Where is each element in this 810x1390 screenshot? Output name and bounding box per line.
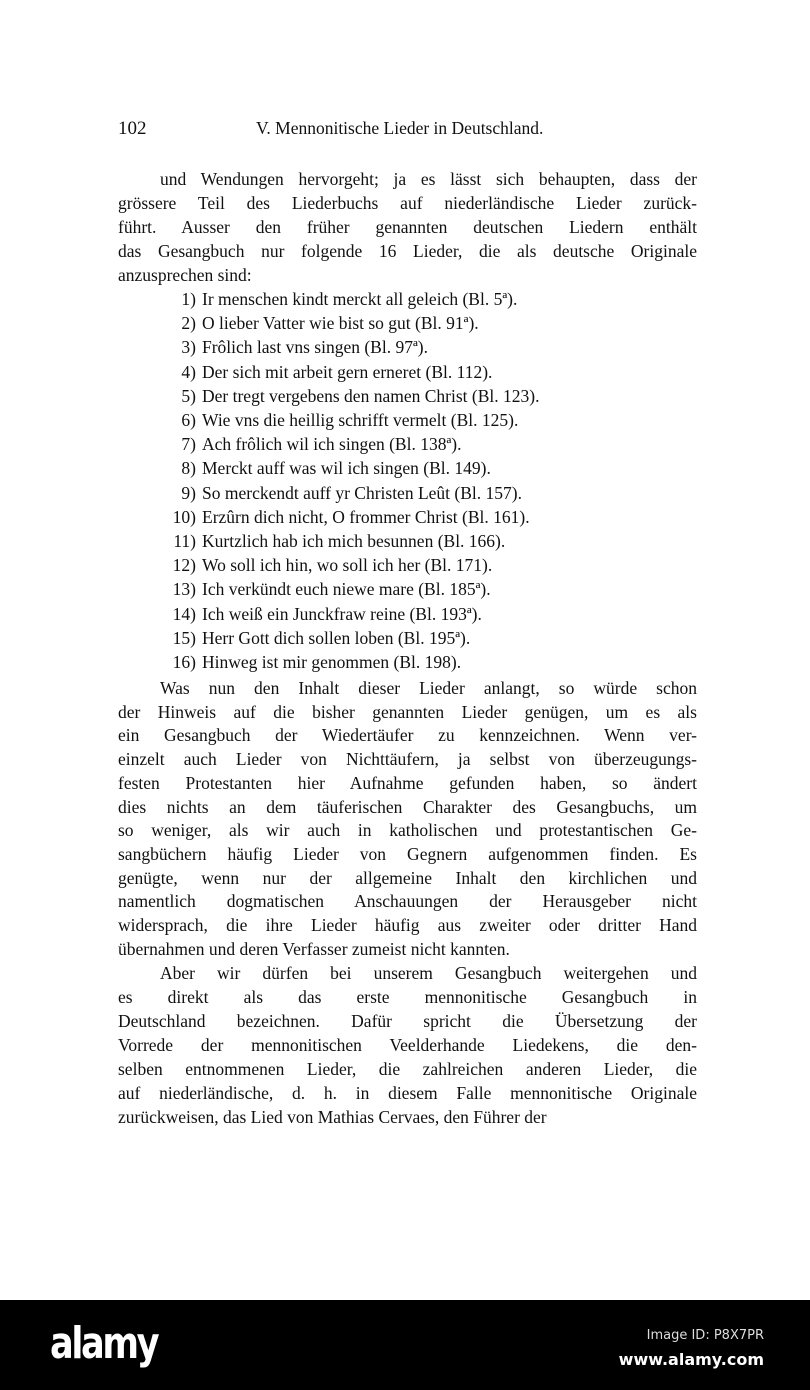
song-list-item bbox=[150, 530, 505, 552]
song-number: 11) bbox=[173, 531, 196, 551]
paragraph-line: dies nichts an dem täuferischen Charakter des Gesangbuchs, um bbox=[118, 796, 697, 817]
song-list-item bbox=[150, 433, 462, 455]
paragraph-line: festen Protestanten hier Aufnahme gefunden haben, so ändert bbox=[118, 772, 697, 793]
page-number: 102 bbox=[118, 118, 147, 139]
paragraph-line: Vorrede der mennonitischen Veelderhande Liedekens, die den- bbox=[118, 1035, 697, 1055]
song-list-item bbox=[150, 578, 491, 600]
song-list-item bbox=[150, 409, 518, 431]
paragraph-line: führt. Ausser den früher genannten deutschen Liedern enthält bbox=[118, 217, 697, 237]
song-title: Der sich mit arbeit gern erneret (Bl. 112). bbox=[202, 361, 493, 382]
song-title: Ich verkündt euch niewe mare (Bl. 185ª). bbox=[202, 579, 491, 600]
paragraph-line: Aber wir dürfen bei unserem Gesangbuch weitergehen und bbox=[160, 963, 697, 983]
paragraph-line: widersprach, die ihre Lieder häufig aus zweiter oder dritter Hand bbox=[118, 915, 697, 935]
image-id: Image ID: P8X7PR bbox=[646, 1328, 764, 1343]
song-title: Herr Gott dich sollen loben (Bl. 195ª). bbox=[202, 627, 471, 648]
song-list-item bbox=[150, 482, 522, 504]
song-list-item bbox=[150, 336, 428, 358]
paragraph-line: Deutschland bezeichnen. Dafür spricht die Übersetzung der bbox=[118, 1011, 697, 1031]
song-list-item bbox=[150, 627, 470, 649]
song-number: 16) bbox=[172, 652, 196, 672]
song-title: Wo soll ich hin, wo soll ich her (Bl. 171). bbox=[202, 555, 493, 576]
song-number: 5) bbox=[181, 385, 196, 406]
song-list-item bbox=[150, 288, 517, 310]
paragraph-line: genügte, wenn nur der allgemeine Inhalt den kirchlichen und bbox=[118, 867, 697, 888]
song-title: Kurtzlich hab ich mich besunnen (Bl. 166). bbox=[202, 531, 506, 551]
song-list-item bbox=[150, 312, 479, 334]
song-number: 14) bbox=[172, 603, 196, 624]
song-number: 8) bbox=[181, 458, 196, 479]
song-title: Hinweg ist mir genommen (Bl. 198). bbox=[202, 652, 462, 672]
song-number: 7) bbox=[181, 434, 196, 455]
paragraph-line: namentlich dogmatischen Anschauungen der Herausgeber nicht bbox=[118, 891, 697, 912]
song-title: Merckt auff was wil ich singen (Bl. 149). bbox=[202, 458, 491, 479]
song-title: Erzûrn dich nicht, O frommer Christ (Bl. 161). bbox=[202, 506, 530, 527]
song-list-item bbox=[150, 361, 492, 383]
paragraph-line: zurückweisen, das Lied von Mathias Cervaes, den Führer der bbox=[118, 1107, 547, 1127]
song-number: 3) bbox=[181, 337, 196, 358]
song-list-item bbox=[150, 554, 492, 576]
song-list-item bbox=[150, 385, 539, 407]
song-title: Ach frôlich wil ich singen (Bl. 138ª). bbox=[202, 434, 462, 455]
song-number: 6) bbox=[181, 410, 196, 430]
paragraph-line: grössere Teil des Liederbuchs auf niederländische Lieder zurück- bbox=[118, 193, 697, 213]
song-number: 4) bbox=[181, 361, 196, 382]
song-title: So merckendt auff yr Christen Leût (Bl. 157). bbox=[202, 482, 522, 503]
paragraph-line: übernahmen und deren Verfasser zumeist nicht kannten. bbox=[118, 938, 510, 959]
paragraph-line: selben entnommenen Lieder, die zahlreichen anderen Lieder, die bbox=[118, 1059, 697, 1079]
song-title: O lieber Vatter wie bist so gut (Bl. 91ª). bbox=[202, 313, 479, 334]
paragraph-line: das Gesangbuch nur folgende 16 Lieder, die als deutsche Originale bbox=[118, 241, 697, 261]
running-header bbox=[118, 118, 698, 142]
song-list-item bbox=[150, 651, 461, 673]
song-number: 10) bbox=[172, 506, 196, 527]
song-title: Der tregt vergebens den namen Christ (Bl. 123). bbox=[202, 385, 540, 406]
song-number: 12) bbox=[172, 555, 196, 576]
paragraph-line: und Wendungen hervorgeht; ja es lässt sich behaupten, dass der bbox=[160, 169, 697, 189]
song-title: Frôlich last vns singen (Bl. 97ª). bbox=[202, 337, 428, 358]
paragraph-line: sangbüchern häufig Lieder von Gegnern aufgenommen finden. Es bbox=[118, 843, 697, 864]
watermark-url: www.alamy.com bbox=[618, 1350, 764, 1369]
song-list-item bbox=[150, 506, 530, 528]
paragraph-line: es direkt als das erste mennonitische Gesangbuch in bbox=[118, 987, 697, 1007]
song-title: Wie vns die heillig schrifft vermelt (Bl. 125). bbox=[202, 410, 519, 430]
song-number: 9) bbox=[181, 482, 196, 503]
song-number: 2) bbox=[181, 313, 196, 334]
paragraph-line: einzelt auch Lieder von Nichttäufern, ja selbst von überzeugungs- bbox=[118, 749, 697, 770]
paragraph-line: so weniger, als wir auch in katholischen und protestantischen Ge- bbox=[118, 820, 697, 841]
running-title: V. Mennonitische Lieder in Deutschland. bbox=[256, 118, 544, 138]
song-number: 15) bbox=[172, 627, 196, 648]
paragraph-line: ein Gesangbuch der Wiedertäufer zu kennzeichnen. Wenn ver- bbox=[118, 725, 697, 746]
song-number: 1) bbox=[181, 289, 196, 309]
song-number: 13) bbox=[172, 579, 196, 600]
song-list-item bbox=[150, 457, 491, 479]
alamy-logo: alamy bbox=[50, 1318, 158, 1369]
paragraph-line: anzusprechen sind: bbox=[118, 265, 252, 285]
paragraph-line: auf niederländische, d. h. in diesem Falle mennonitische Originale bbox=[118, 1083, 697, 1103]
song-title: Ir menschen kindt merckt all geleich (Bl. 5ª). bbox=[202, 289, 518, 309]
song-title: Ich weiß ein Junckfraw reine (Bl. 193ª). bbox=[202, 603, 482, 624]
song-list-item bbox=[150, 603, 482, 625]
paragraph-line: Was nun den Inhalt dieser Lieder anlangt, so würde schon bbox=[160, 678, 697, 698]
paragraph-line: der Hinweis auf die bisher genannten Lieder genügen, um es als bbox=[118, 701, 697, 722]
watermark-banner bbox=[0, 1300, 810, 1390]
